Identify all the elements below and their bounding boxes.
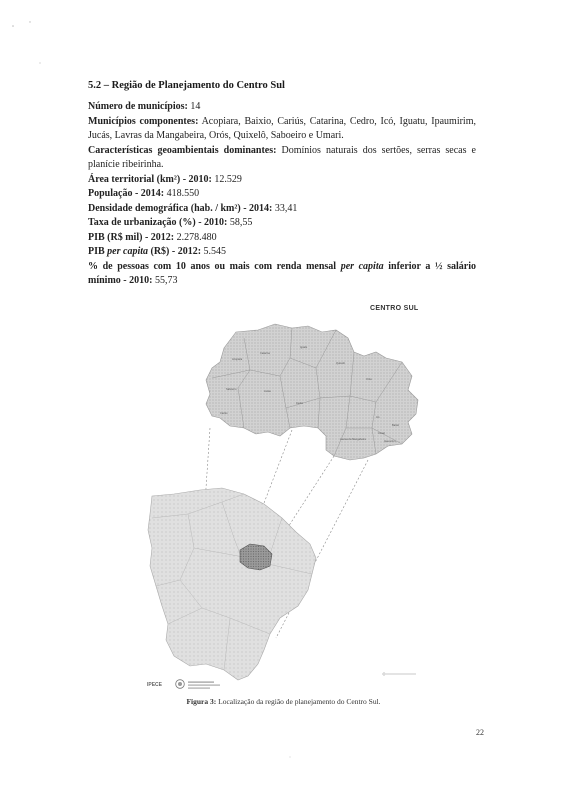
caption-text: Localização da região de planejamento do Centro Sul. <box>216 697 381 706</box>
figure-caption <box>0 697 567 706</box>
region-facts <box>88 100 476 289</box>
caption-label: Figura 3: <box>186 697 217 706</box>
fact-label: Número de municípios: <box>88 101 188 112</box>
municipality-label: Jucás <box>264 390 271 393</box>
fact-label: PIB <box>88 246 108 257</box>
municipality-label: Ipaumirim <box>384 440 396 443</box>
map-title: CENTRO SUL <box>370 305 419 312</box>
fact-caracteristicas <box>88 144 476 173</box>
fact-value: Acopiara, Baixio, Cariús, Catarina, Cedro, Icó, Iguatu, Ipaumirim, Jucás, Lavras da Mangabeira, Orós, Quixelô, Saboeiro e Umari. <box>88 115 476 141</box>
fact-label-italic: per capita <box>107 246 148 257</box>
fact-label: inferior a ½ salário mínimo - 2010: <box>88 260 477 286</box>
fact-value: 2.278.480 <box>174 231 217 243</box>
fact-value: 14 <box>187 101 201 112</box>
municipality-label: Iguatu <box>300 346 308 349</box>
government-logo-text <box>188 680 228 690</box>
fact-municipios <box>88 115 476 144</box>
fact-label-italic: per capita <box>340 260 384 272</box>
page-number: 22 <box>476 728 484 737</box>
fact-label: Taxa de urbanização (%) - 2010: <box>88 217 228 228</box>
municipality-label: Icó <box>376 416 380 419</box>
fact-label: População - 2014: <box>88 188 165 199</box>
fact-label: Características geoambientais dominantes: <box>88 144 277 156</box>
fact-value: 33,41 <box>272 202 298 214</box>
fact-label: Área territorial (km²) - 2010: <box>88 173 212 185</box>
municipality-label: Quixelô <box>336 362 345 365</box>
municipality-label: Lavras da Mangabeira <box>340 438 366 441</box>
fact-label: Municípios componentes: <box>88 115 199 127</box>
fact-label: (R$) - 2012: <box>148 246 202 257</box>
municipality-label: Cariús <box>220 412 228 415</box>
fact-urbanizacao <box>88 216 476 231</box>
fact-pib-per-capita <box>88 245 476 260</box>
fact-value: 5.545 <box>201 246 227 257</box>
fact-num-municipios <box>88 100 476 115</box>
ceara-state-map <box>148 488 316 680</box>
fact-populacao <box>88 187 476 202</box>
municipality-label: Orós <box>366 378 372 381</box>
municipality-label: Baixio <box>392 424 400 427</box>
fact-value: 418.550 <box>164 188 200 199</box>
government-seal-icon <box>175 679 185 689</box>
municipality-label: Umari <box>378 432 385 435</box>
municipality-label: Catarina <box>260 352 270 355</box>
region-location-map <box>140 318 430 690</box>
fact-value: Domínios naturais dos sertões, serras secas e planície ribeirinha. <box>88 144 476 170</box>
section-title: 5.2 – Região de Planejamento do Centro Sul <box>88 80 285 91</box>
fact-value: 12.529 <box>211 173 242 185</box>
municipality-label: Cedro <box>296 402 304 405</box>
municipality-label: Saboeiro <box>226 388 237 391</box>
fact-label: Densidade demográfica (hab. / km²) - 2014: <box>88 202 273 214</box>
fact-renda <box>88 260 476 289</box>
fact-value: 58,55 <box>227 217 253 228</box>
fact-value: 55,73 <box>152 275 178 286</box>
fact-label: PIB (R$ mil) - 2012: <box>88 231 175 243</box>
ipece-logo: IPECE <box>147 682 163 688</box>
fact-densidade <box>88 202 476 217</box>
municipality-label: Acopiara <box>232 358 243 361</box>
scale-marker <box>383 673 416 675</box>
fact-area <box>88 173 476 188</box>
fact-pib <box>88 231 476 246</box>
fact-label: % de pessoas com 10 anos ou mais com renda mensal <box>88 260 341 272</box>
